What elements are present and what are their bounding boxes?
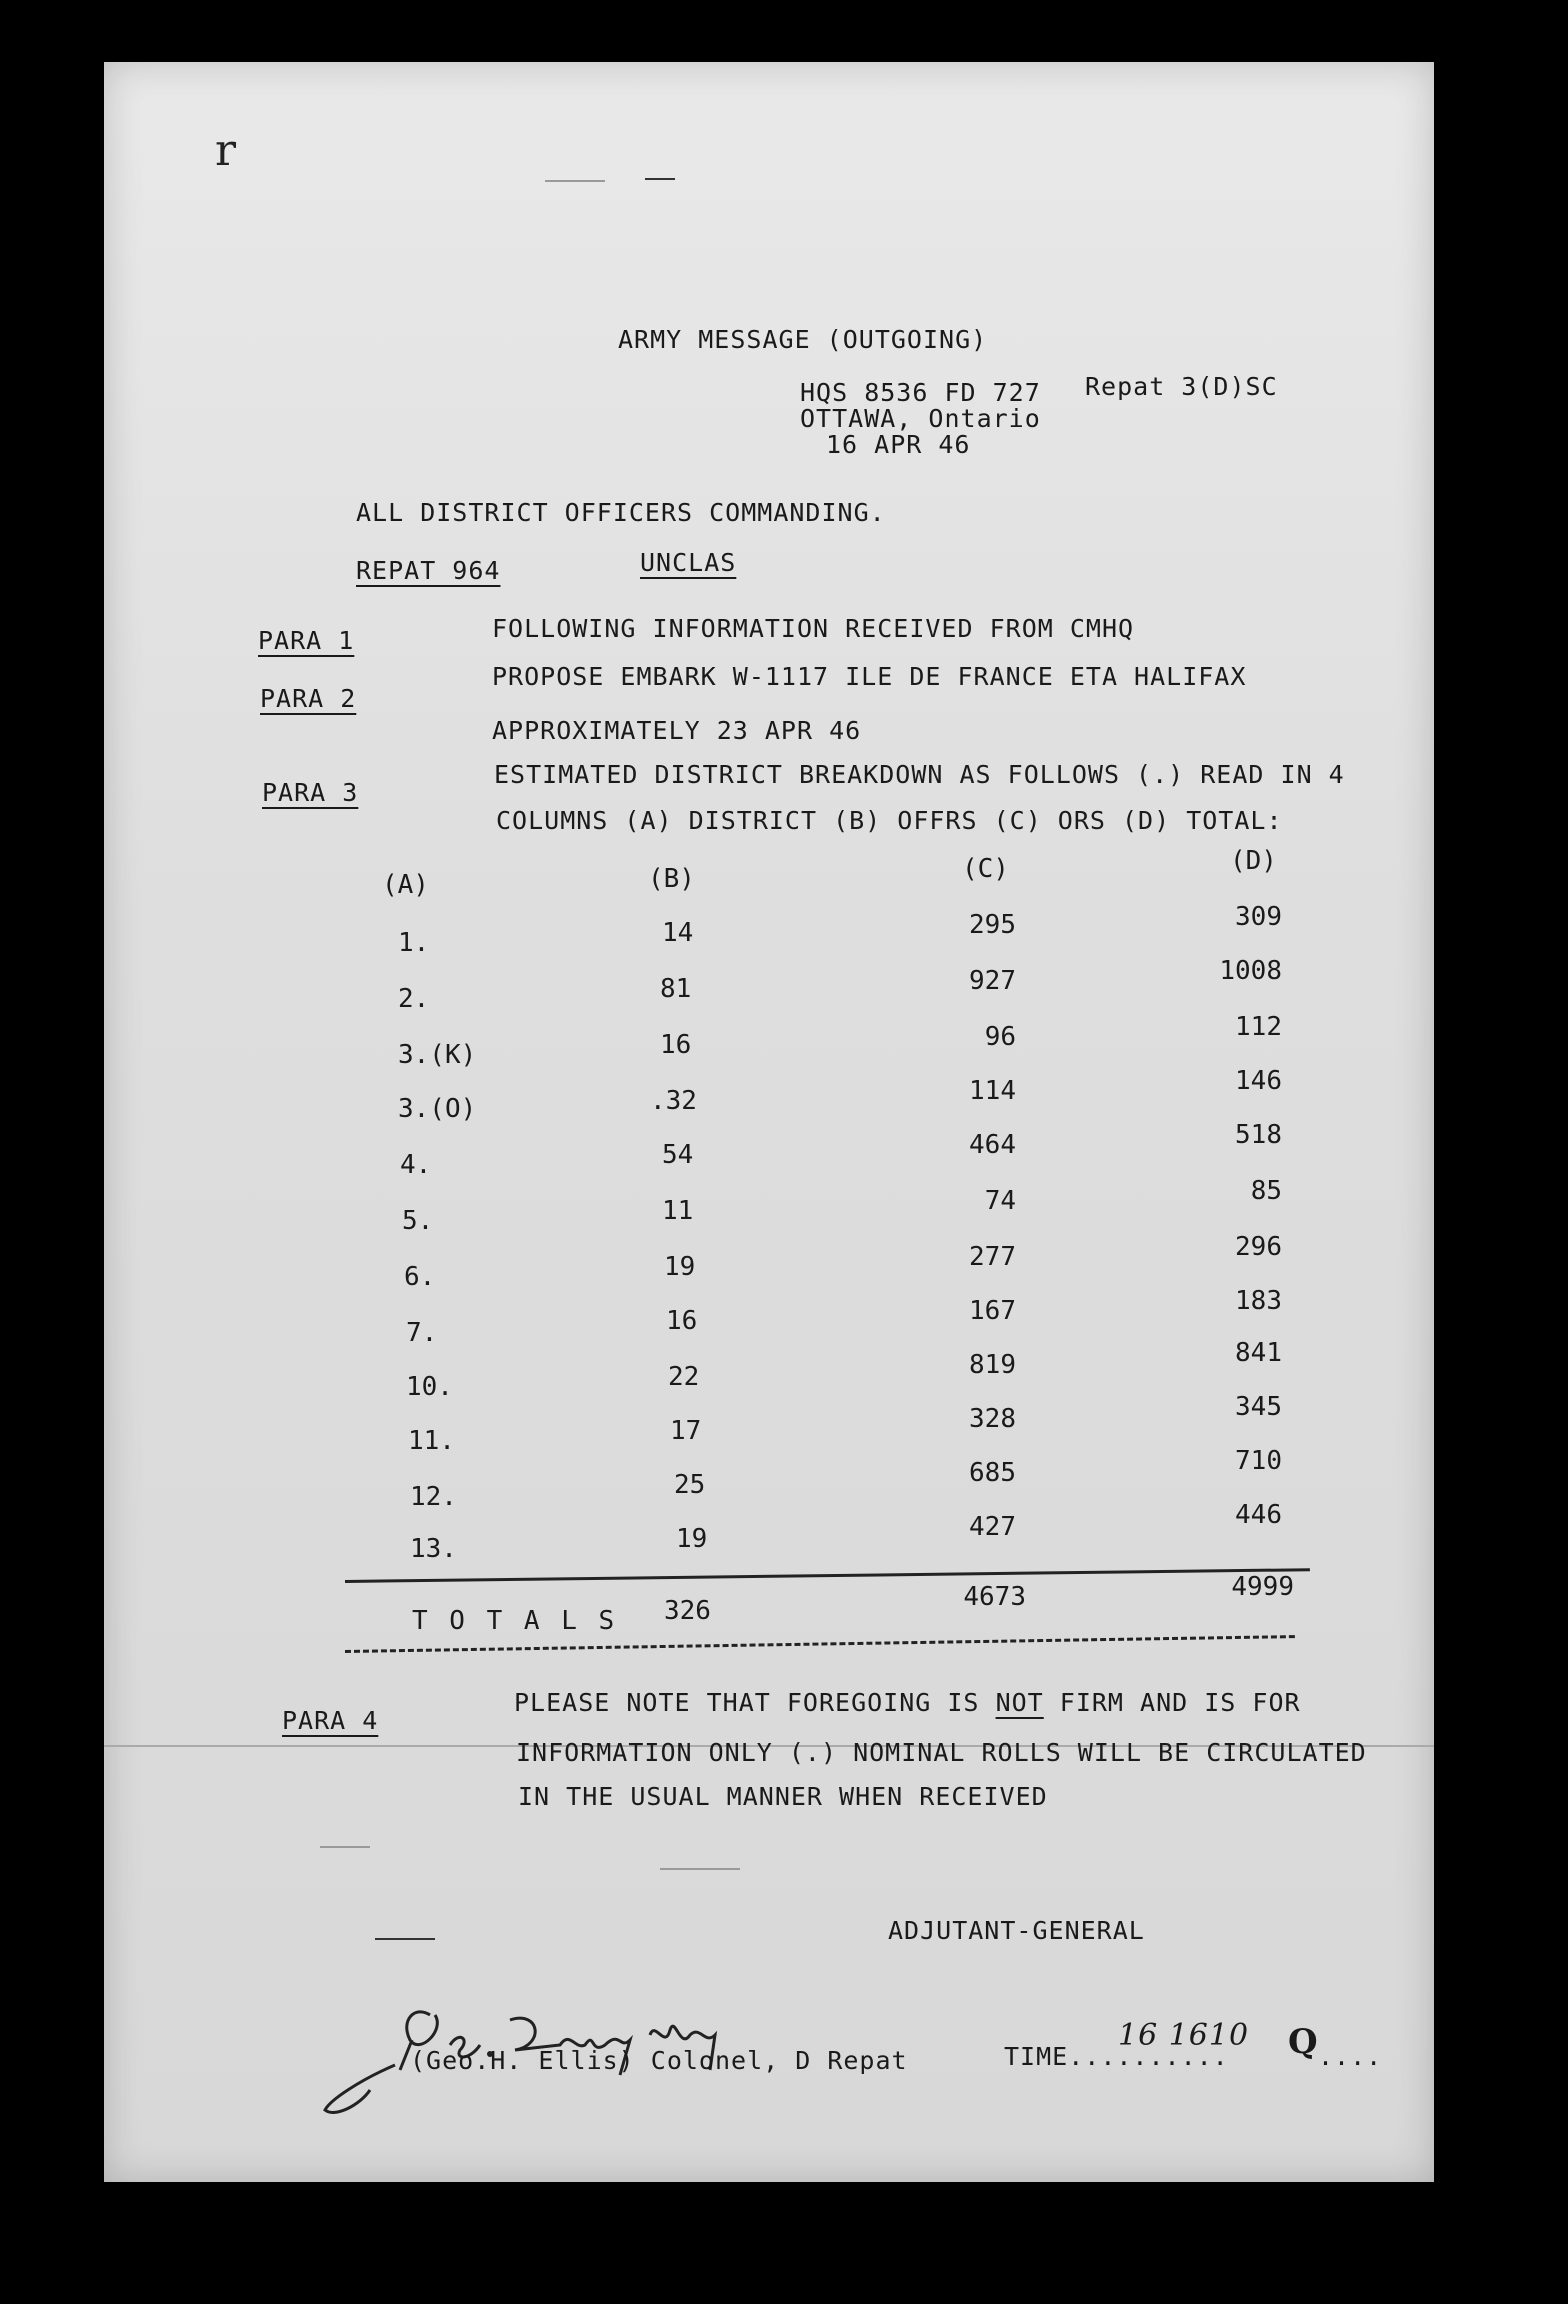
ors-cell: 819 <box>969 1350 1016 1380</box>
district-cell: 12. <box>410 1482 457 1512</box>
totals-offrs: 326 <box>664 1596 711 1626</box>
origin-place: OTTAWA, Ontario <box>800 404 1041 433</box>
ors-cell: 295 <box>969 910 1016 940</box>
stray-mark <box>375 1938 435 1940</box>
district-cell: 10. <box>406 1372 453 1402</box>
offrs-cell: 16 <box>666 1306 698 1336</box>
offrs-cell: 14 <box>662 918 694 948</box>
total-cell: 446 <box>1235 1500 1282 1530</box>
total-cell: 518 <box>1235 1120 1282 1150</box>
total-cell: 112 <box>1235 1012 1282 1042</box>
offrs-cell: 81 <box>660 974 692 1004</box>
total-cell: 146 <box>1235 1066 1282 1096</box>
ors-cell: 114 <box>969 1076 1016 1106</box>
para4-emphasis: NOT <box>995 1688 1044 1717</box>
stray-mark <box>660 1868 740 1870</box>
ors-cell: 685 <box>969 1458 1016 1488</box>
district-cell: 1. <box>398 928 430 958</box>
time-dots-tail: .... <box>1318 2042 1383 2071</box>
offrs-cell: 54 <box>662 1140 694 1170</box>
signatory: (Geo.H. Ellis) Colonel, D Repat <box>410 2046 908 2075</box>
addressee: ALL DISTRICT OFFICERS COMMANDING. <box>356 498 886 527</box>
total-cell: 710 <box>1235 1446 1282 1476</box>
district-cell: 7. <box>406 1318 438 1348</box>
totals-ors: 4673 <box>963 1582 1026 1612</box>
ors-cell: 927 <box>969 966 1016 996</box>
totals-total: 4999 <box>1231 1572 1294 1602</box>
sender: ADJUTANT-GENERAL <box>888 1916 1145 1945</box>
total-cell: 296 <box>1235 1232 1282 1262</box>
stray-mark <box>645 178 675 180</box>
para4-line-1 <box>514 1688 1301 1717</box>
offrs-cell: 16 <box>660 1030 692 1060</box>
para4-line-2: INFORMATION ONLY (.) NOMINAL ROLLS WILL BE CIRCULATED <box>516 1738 1367 1767</box>
offrs-cell: 17 <box>670 1416 702 1446</box>
totals-label: T O T A L S <box>412 1606 618 1636</box>
ors-cell: 74 <box>984 1186 1016 1216</box>
district-cell: 3.(K) <box>398 1040 477 1070</box>
total-cell: 85 <box>1250 1176 1282 1206</box>
repat-reference: Repat 3(D)SC <box>1085 372 1278 401</box>
reference-number: HQS 8536 FD 727 <box>800 378 1041 407</box>
offrs-cell: 19 <box>676 1524 708 1554</box>
classification: UNCLAS <box>640 548 737 577</box>
district-cell: 11. <box>408 1426 455 1456</box>
para4-text: FIRM AND IS FOR <box>1059 1688 1301 1717</box>
district-cell: 2. <box>398 984 430 1014</box>
time-trailing-mark: Q <box>1288 2022 1319 2062</box>
district-cell: 4. <box>400 1150 432 1180</box>
para-text: COLUMNS (A) DISTRICT (B) OFFRS (C) ORS (D) TOTAL: <box>496 806 1283 835</box>
para-text: PROPOSE EMBARK W-1117 ILE DE FRANCE ETA HALIFAX <box>492 662 1247 691</box>
para4-line-3: IN THE USUAL MANNER WHEN RECEIVED <box>518 1782 1048 1811</box>
message-title: ARMY MESSAGE (OUTGOING) <box>618 325 988 354</box>
district-cell: 13. <box>410 1534 457 1564</box>
district-cell: 5. <box>402 1206 434 1236</box>
column-header-a: (A) <box>382 870 429 900</box>
offrs-cell: .32 <box>650 1086 697 1116</box>
total-cell: 1008 <box>1219 956 1282 986</box>
ors-cell: 328 <box>969 1404 1016 1434</box>
ors-cell: 277 <box>969 1242 1016 1272</box>
total-cell: 309 <box>1235 902 1282 932</box>
offrs-cell: 19 <box>664 1252 696 1282</box>
ors-cell: 427 <box>969 1512 1016 1542</box>
ors-cell: 167 <box>969 1296 1016 1326</box>
offrs-cell: 11 <box>662 1196 694 1226</box>
column-header-c: (C) <box>962 854 1009 884</box>
ors-cell: 464 <box>969 1130 1016 1160</box>
para-text: FOLLOWING INFORMATION RECEIVED FROM CMHQ <box>492 614 1135 643</box>
para-label: PARA 3 <box>262 778 359 807</box>
corner-mark: r <box>215 125 237 176</box>
district-cell: 6. <box>404 1262 436 1292</box>
para-label: PARA 2 <box>260 684 357 713</box>
stray-mark <box>545 180 605 182</box>
message-date: 16 APR 46 <box>826 430 971 459</box>
para-label: PARA 4 <box>282 1706 379 1735</box>
offrs-cell: 25 <box>674 1470 706 1500</box>
time-label-text: TIME <box>1004 2042 1069 2071</box>
para-text: ESTIMATED DISTRICT BREAKDOWN AS FOLLOWS (.) READ IN 4 <box>494 760 1345 789</box>
total-cell: 345 <box>1235 1392 1282 1422</box>
total-cell: 841 <box>1235 1338 1282 1368</box>
column-header-b: (B) <box>648 864 695 894</box>
time-value: 16 1610 <box>1118 2018 1250 2053</box>
stray-mark <box>320 1846 370 1848</box>
para4-text: PLEASE NOTE THAT FOREGOING IS <box>514 1688 980 1717</box>
time-dots: .......... <box>1068 2042 1229 2071</box>
para-text: APPROXIMATELY 23 APR 46 <box>492 716 862 745</box>
column-header-d: (D) <box>1230 846 1277 876</box>
para-label: PARA 1 <box>258 626 355 655</box>
ors-cell: 96 <box>984 1022 1016 1052</box>
repat-number: REPAT 964 <box>356 556 501 585</box>
offrs-cell: 22 <box>668 1362 700 1392</box>
total-cell: 183 <box>1235 1286 1282 1316</box>
district-cell: 3.(O) <box>398 1094 477 1124</box>
